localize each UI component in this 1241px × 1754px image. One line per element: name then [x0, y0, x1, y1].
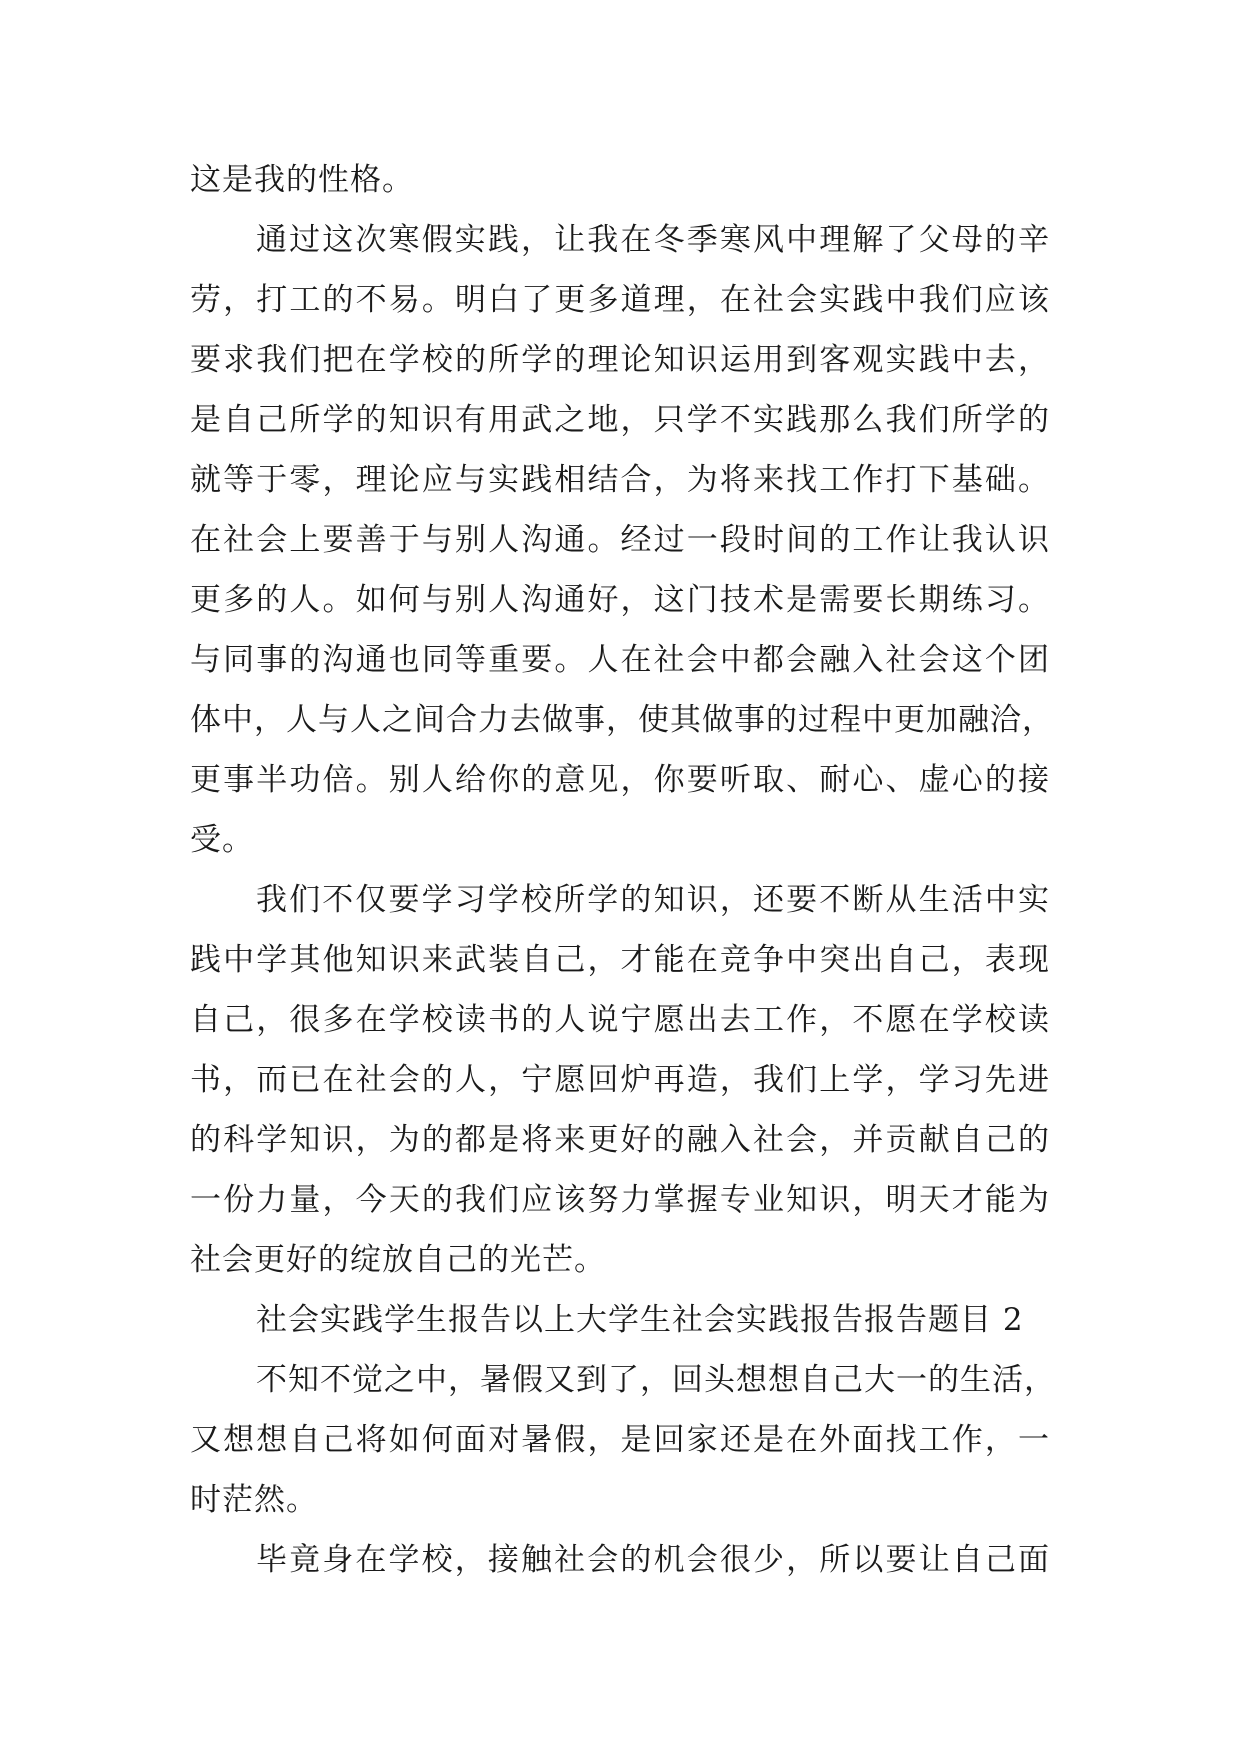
text-line: 社会实践学生报告以上大学生社会实践报告报告题目 2 — [256, 1302, 1024, 1338]
text-line: 更事半功倍。别人给你的意见，你要听取、耐心、虚心的接 — [190, 762, 1050, 798]
text-line: 是自己所学的知识有用武之地，只学不实践那么我们所学的 — [190, 402, 1050, 438]
text-line: 就等于零，理论应与实践相结合，为将来找工作打下基础。 — [190, 462, 1050, 498]
text-line: 时茫然。 — [190, 1482, 318, 1518]
text-line: 更多的人。如何与别人沟通好，这门技术是需要长期练习。 — [190, 582, 1050, 618]
text-line: 受。 — [190, 822, 254, 858]
text-line: 又想想自己将如何面对暑假，是回家还是在外面找工作，一 — [190, 1422, 1050, 1458]
text-line: 我们不仅要学习学校所学的知识，还要不断从生活中实 — [256, 882, 1050, 918]
text-line: 要求我们把在学校的所学的理论知识运用到客观实践中去， — [190, 342, 1050, 378]
text-line: 书，而已在社会的人，宁愿回炉再造，我们上学，学习先进 — [190, 1062, 1050, 1098]
text-line: 践中学其他知识来武装自己，才能在竞争中突出自己，表现 — [190, 942, 1050, 978]
body-text — [190, 150, 1056, 1590]
text-line: 体中，人与人之间合力去做事，使其做事的过程中更加融洽， — [190, 702, 1054, 738]
text-line: 不知不觉之中，暑假又到了，回头想想自己大一的生活， — [256, 1362, 1056, 1398]
text-line: 社会更好的绽放自己的光芒。 — [190, 1242, 606, 1278]
text-line: 一份力量，今天的我们应该努力掌握专业知识，明天才能为 — [190, 1182, 1050, 1218]
text-line: 与同事的沟通也同等重要。人在社会中都会融入社会这个团 — [190, 642, 1050, 678]
text-line: 毕竟身在学校，接触社会的机会很少，所以要让自己面 — [256, 1542, 1050, 1578]
text-line: 这是我的性格。 — [190, 162, 414, 198]
text-line: 在社会上要善于与别人沟通。经过一段时间的工作让我认识 — [190, 522, 1050, 558]
text-line: 劳，打工的不易。明白了更多道理，在社会实践中我们应该 — [190, 282, 1050, 318]
text-line: 自己，很多在学校读书的人说宁愿出去工作，不愿在学校读 — [190, 1002, 1050, 1038]
text-line: 的科学知识，为的都是将来更好的融入社会，并贡献自己的 — [190, 1122, 1050, 1158]
text-line: 通过这次寒假实践，让我在冬季寒风中理解了父母的辛 — [256, 222, 1050, 258]
